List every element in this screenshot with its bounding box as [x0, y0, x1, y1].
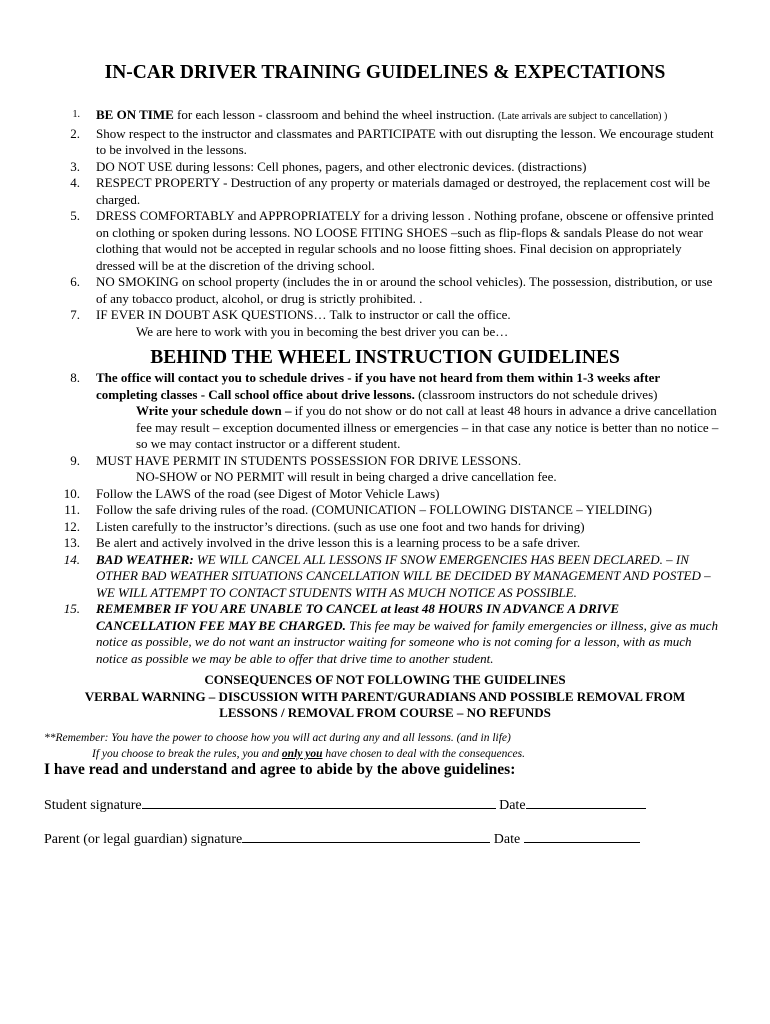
- item-body: [96, 370, 720, 403]
- only-you-emphasis: only you: [281, 748, 323, 760]
- item-subtext: NO-SHOW or NO PERMIT will result in being charged a drive cancellation fee.: [136, 469, 557, 484]
- item-body: [96, 208, 720, 274]
- student-signature-label: Student signature: [44, 798, 142, 813]
- date-label: Date: [495, 798, 526, 813]
- list-item: [0, 519, 770, 536]
- remember-text: have chosen to deal with the consequences.: [322, 748, 525, 760]
- item-number: 5.: [70, 208, 80, 223]
- item-text: WE WILL CANCEL ALL LESSONS IF SNOW EMERGENCIES HAS BEEN DECLARED. – IN OTHER BAD WEATHER SITUATIONS CANCELLATION WILL BE DECIDED BY MANAGEMENT AND POSTED – WE WILL ATTEMPT TO CONTACT STUDENTS WITH AS MUCH NOTICE AS POSSIBLE.: [96, 551, 711, 600]
- item-text: Listen carefully to the instructor’s directions. (such as use one foot and two hands for driving): [96, 518, 585, 534]
- item-number: 14.: [63, 551, 80, 567]
- agreement-statement: I have read and understand and agree to abide by the above guidelines:: [44, 761, 516, 778]
- item-body: [96, 552, 720, 602]
- student-date-field[interactable]: [526, 795, 646, 809]
- item-number: 3.: [70, 158, 80, 174]
- list-item: [0, 159, 770, 176]
- item-text: RESPECT PROPERTY -: [96, 175, 231, 190]
- item-body: [96, 502, 720, 519]
- item-body: [96, 486, 720, 503]
- item-body: [96, 535, 720, 552]
- item-text: (Late arrivals are subject to cancellation) ): [497, 111, 668, 122]
- consequences-block: [0, 672, 770, 722]
- item-number: 6.: [70, 274, 80, 289]
- page-title: IN-CAR DRIVER TRAINING GUIDELINES & EXPECTATIONS: [104, 62, 666, 83]
- item-number: 4.: [70, 175, 80, 190]
- parent-date-field[interactable]: [524, 829, 640, 843]
- item-number: 12.: [63, 518, 80, 534]
- item-body: [96, 453, 720, 470]
- item-number: 2.: [70, 125, 80, 141]
- list-item: [0, 370, 770, 453]
- item-number: 15.: [63, 601, 80, 616]
- list-item: [0, 453, 770, 486]
- guidelines-list: [0, 107, 770, 340]
- item-body: [96, 175, 720, 208]
- item-text: for each lesson - classroom and behind the wheel instruction.: [173, 107, 498, 122]
- list-item: [0, 601, 770, 667]
- item-body: [96, 307, 720, 324]
- item-text: Destruction of any property or materials damaged or destroyed, the replacement cost will be charged.: [96, 175, 711, 207]
- item-number: 9.: [70, 452, 80, 468]
- item-text: Follow the safe driving rules of the road. (COMUNICATION – FOLLOWING DISTANCE – YIELDING): [96, 502, 652, 517]
- remember-line: **Remember: You have the power to choose how you will act during any and all lessons. (and in life): [44, 732, 511, 744]
- item-body: [96, 107, 720, 126]
- item-body: [96, 519, 720, 536]
- item-text: if you do not show or do not call at least 48 hours in advance a drive cancellation fee may result – exception documented illness or emergencies – in that case any notice is better than no notice – so we may contact instructor or a different student.: [136, 403, 719, 451]
- item-body: [96, 126, 720, 159]
- date-label: Date: [490, 832, 524, 847]
- list-item: [0, 107, 770, 126]
- item-text: Write your schedule down –: [136, 403, 295, 418]
- student-signature-row: [44, 795, 744, 815]
- list-item: [0, 274, 770, 307]
- item-text: DRESS COMFORTABLY and APPROPRIATELY for a driving lesson . Nothing profane, obscene or offensive printed on clothing or spoken during lessons. NO LOOSE FITING SHOES –such as flip-flops & sandals Please do not wear clothing that would not be accepted in regular schools and no loose fitting shoes. Final decision on appropriately dressed will be at the discretion of the driving school.: [96, 208, 714, 273]
- item-text: Show respect to the instructor and classmates and PARTICIPATE with out disrupting the lesson. We encourage student to be involved in the lessons.: [96, 125, 714, 157]
- item-text: IF EVER IN DOUBT ASK QUESTIONS… Talk to instructor or call the office.: [96, 307, 511, 322]
- list-item: [0, 552, 770, 602]
- item-subtext: [96, 403, 720, 453]
- item-number: 8.: [70, 370, 80, 385]
- item-number: 1.: [72, 109, 80, 120]
- item-text: The office will contact you to schedule drives - if you have not heard from them within 1-3 weeks after completing classes - Call school office about drive lessons.: [96, 370, 660, 402]
- item-number: 11.: [64, 502, 80, 517]
- item-text: MUST HAVE PERMIT IN STUDENTS POSSESSION FOR DRIVE LESSONS.: [96, 452, 522, 468]
- item-text: BE ON TIME: [96, 107, 174, 122]
- list-item: [0, 502, 770, 519]
- consequences-heading: CONSEQUENCES OF NOT FOLLOWING THE GUIDELINES: [204, 672, 566, 687]
- item-text: This fee may be waived for family emergencies or illness, give as much notice as possible, we do not want an instructor waiting for someone who is not coming for a lesson, with as much notice as possible we may be able to offer that drive time to another student.: [96, 617, 718, 666]
- item-number: 13.: [63, 535, 80, 550]
- item-text: Follow the LAWS of the road (see Digest of Motor Vehicle Laws): [96, 485, 440, 501]
- item-number: 7.: [70, 307, 80, 322]
- section-title: BEHIND THE WHEEL INSTRUCTION GUIDELINES: [150, 347, 620, 368]
- list-item: [0, 175, 770, 208]
- item-number: 10.: [63, 485, 80, 501]
- student-signature-field[interactable]: [142, 795, 496, 809]
- list-item: [0, 535, 770, 552]
- behind-wheel-list: [0, 370, 770, 667]
- item-text: BAD WEATHER:: [96, 551, 194, 567]
- remember-note: [44, 730, 734, 762]
- item-body: [96, 159, 720, 176]
- list-item: [0, 307, 770, 340]
- list-item: [0, 126, 770, 159]
- consequences-line: LESSONS / REMOVAL FROM COURSE – NO REFUNDS: [219, 705, 551, 720]
- parent-signature-label: Parent (or legal guardian) signature: [44, 832, 243, 847]
- item-text: REMEMBER IF YOU ARE UNABLE TO CANCEL at least 48 HOURS IN ADVANCE A DRIVE CANCELLATION FEE MAY BE CHARGED.: [96, 601, 620, 633]
- consequences-line: VERBAL WARNING – DISCUSSION WITH PARENT/GURADIANS AND POSSIBLE REMOVAL FROM: [84, 688, 686, 704]
- item-text: DO NOT USE during lessons: Cell phones, pagers, and other electronic devices. (distractions): [96, 158, 587, 174]
- parent-signature-row: [44, 829, 744, 849]
- item-text: NO SMOKING on school property (includes the in or around the school vehicles). The possession, distribution, or use of any tobacco product, alcohol, or drug is strictly prohibited. .: [96, 274, 713, 306]
- list-item: [0, 486, 770, 503]
- item-subtext: We are here to work with you in becoming the best driver you can be…: [136, 323, 509, 339]
- parent-signature-field[interactable]: [242, 829, 490, 843]
- item-body: [96, 274, 720, 307]
- item-text: (classroom instructors do not schedule drives): [414, 386, 658, 402]
- item-text: Be alert and actively involved in the drive lesson this is a learning process to be a safe driver.: [96, 535, 581, 550]
- list-item: [0, 208, 770, 274]
- item-body: [96, 601, 720, 667]
- remember-text: If you choose to break the rules, you and: [92, 748, 282, 760]
